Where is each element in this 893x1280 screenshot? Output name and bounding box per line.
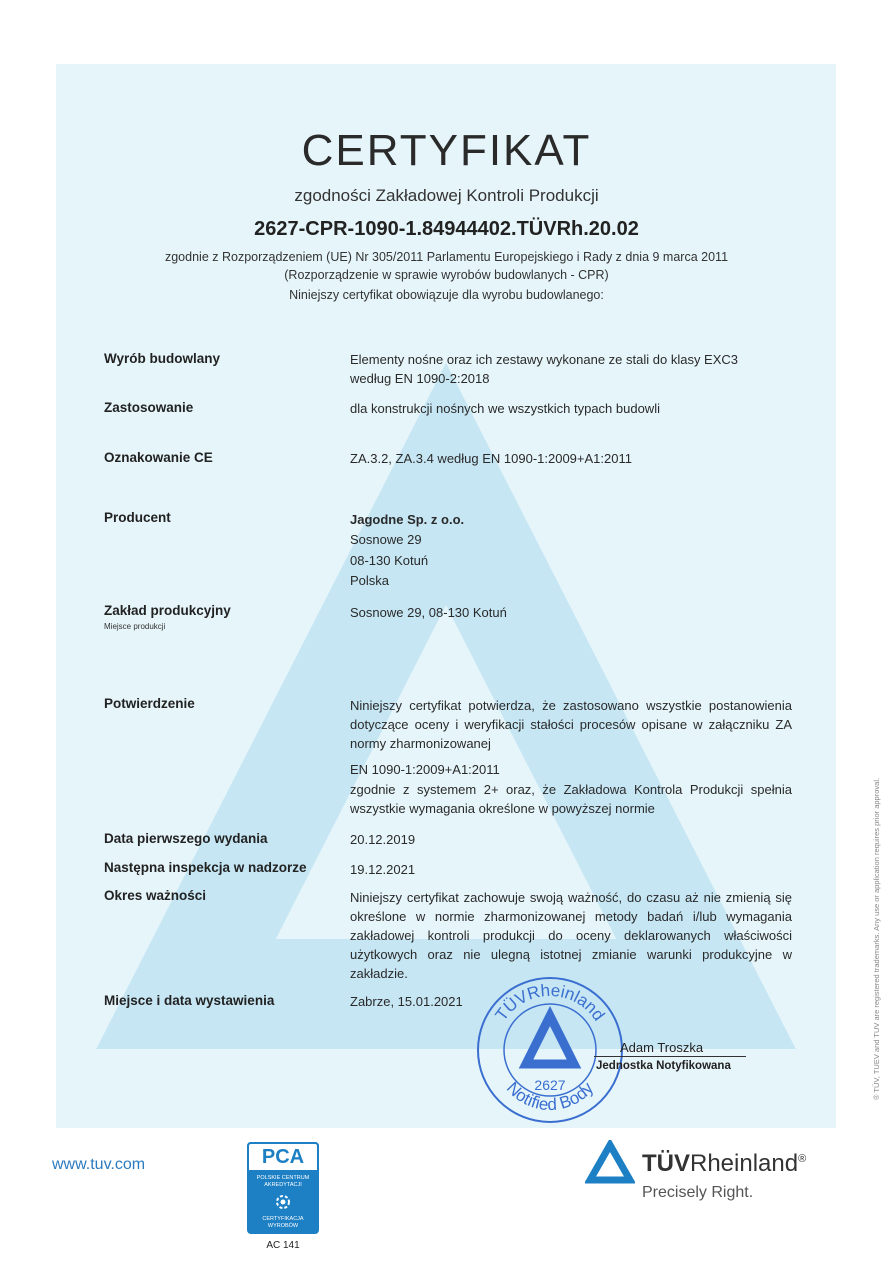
stamp-number: 2627: [534, 1077, 566, 1093]
certificate-subtitle: zgodności Zakładowej Kontroli Produkcji: [294, 186, 599, 205]
ce-marking-value: ZA.3.2, ZA.3.4 według EN 1090-1:2009+A1:2011: [350, 451, 632, 466]
confirmation-label: Potwierdzenie: [104, 696, 195, 711]
pca-accreditation-badge: [247, 1142, 319, 1234]
plant-sublabel: Miejsce produkcji: [104, 622, 166, 631]
producer-city: 08-130 Kotuń: [350, 553, 429, 568]
notified-body-stamp: [474, 974, 626, 1126]
validity-intro: Niniejszy certyfikat obowiązuje dla wyrobu budowlanego:: [289, 288, 604, 302]
tuv-brand-bold: TÜV: [642, 1150, 690, 1177]
certificate-title: CERTYFIKAT: [301, 126, 592, 175]
signatory-role: Jednostka Notyfikowana: [596, 1060, 731, 1072]
tuv-brand-rest: Rheinland: [690, 1150, 799, 1177]
application-value: dla konstrukcji nośnych we wszystkich typach budowli: [350, 401, 660, 416]
signature-line: [594, 1056, 746, 1057]
issue-place-value: Zabrze, 15.01.2021: [350, 994, 463, 1009]
pca-certification: CERTYFIKACJA WYROBÓW: [262, 1216, 304, 1229]
product-label: Wyrób budowlany: [104, 351, 221, 366]
confirmation-system-text: zgodnie z systemem 2+ oraz, że Zakładowa Kontrola Produkcji spełnia wszystkie wymagania określone w powyższej normie: [350, 782, 792, 816]
gear-icon: [273, 1192, 293, 1212]
next-inspection-value: 19.12.2021: [350, 862, 416, 877]
producer-name: Jagodne Sp. z o.o.: [350, 512, 465, 527]
certificate-number: 2627-CPR-1090-1.84944402.TÜVRh.20.02: [254, 218, 639, 240]
first-issue-label: Data pierwszego wydania: [104, 831, 268, 846]
trademark-note: ® TÜV, TUEV and TUV are registered trademarks. Any use or application requires prior approval.: [872, 777, 881, 1100]
tuv-brand: [642, 1150, 806, 1178]
ce-marking-label: Oznakowanie CE: [104, 450, 213, 465]
pca-subtitle: POLSKIE CENTRUM AKREDYTACJI: [256, 1175, 310, 1188]
product-value-line2: według EN 1090-2:2018: [350, 371, 490, 386]
tagline: Precisely Right.: [642, 1184, 754, 1201]
tuv-triangle-icon: [585, 1140, 635, 1184]
registered-mark: ®: [798, 1153, 807, 1165]
stamp-top-text: TÜVRheinland: [491, 980, 609, 1025]
regulation-line: zgodnie z Rozporządzeniem (UE) Nr 305/2011 Parlamentu Europejskiego i Rady z dnia 9 marca 2011: [164, 250, 729, 264]
accreditation-code: AC 141: [266, 1240, 300, 1251]
confirmation-standard: EN 1090-1:2009+A1:2011: [350, 762, 500, 777]
producer-country: Polska: [350, 573, 390, 588]
producer-label: Producent: [104, 510, 171, 525]
validity-text: Niniejszy certyfikat zachowuje swoją ważność, do czasu aż nie zmienią się określone w normie zharmonizowanej metody badań i/lub wymagania zakładowej kontroli produkcji do oceny deklarowanych właściwości użytkowych oraz nie ulegną istotnej zmianie warunki produkcyjne w zakładzie.: [350, 890, 792, 981]
next-inspection-label: Następna inspekcja w nadzorze: [104, 860, 307, 875]
stamp-bottom-text: Notified Body: [502, 1078, 598, 1115]
validity-label: Okres ważności: [104, 888, 207, 903]
issue-place-label: Miejsce i data wystawienia: [104, 993, 275, 1008]
plant-label: Zakład produkcyjny: [104, 603, 231, 618]
producer-street: Sosnowe 29: [350, 532, 422, 547]
confirmation-text: Niniejszy certyfikat potwierdza, że zastosowano wszystkie postanowienia dotyczące oceny i weryfikacji stałości procesów opisane w załączniku ZA normy zharmonizowanej: [350, 698, 792, 751]
plant-value: Sosnowe 29, 08-130 Kotuń: [350, 605, 507, 620]
first-issue-value: 20.12.2019: [350, 832, 416, 847]
website-link[interactable]: www.tuv.com: [52, 1156, 146, 1173]
application-label: Zastosowanie: [104, 400, 194, 415]
product-value-line1: Elementy nośne oraz ich zestawy wykonane ze stali do klasy EXC3: [350, 352, 739, 367]
pca-title: PCA: [247, 1142, 319, 1172]
regulation-note: (Rozporządzenie w sprawie wyrobów budowlanych - CPR): [284, 268, 609, 282]
signatory-name: Adam Troszka: [620, 1040, 704, 1055]
